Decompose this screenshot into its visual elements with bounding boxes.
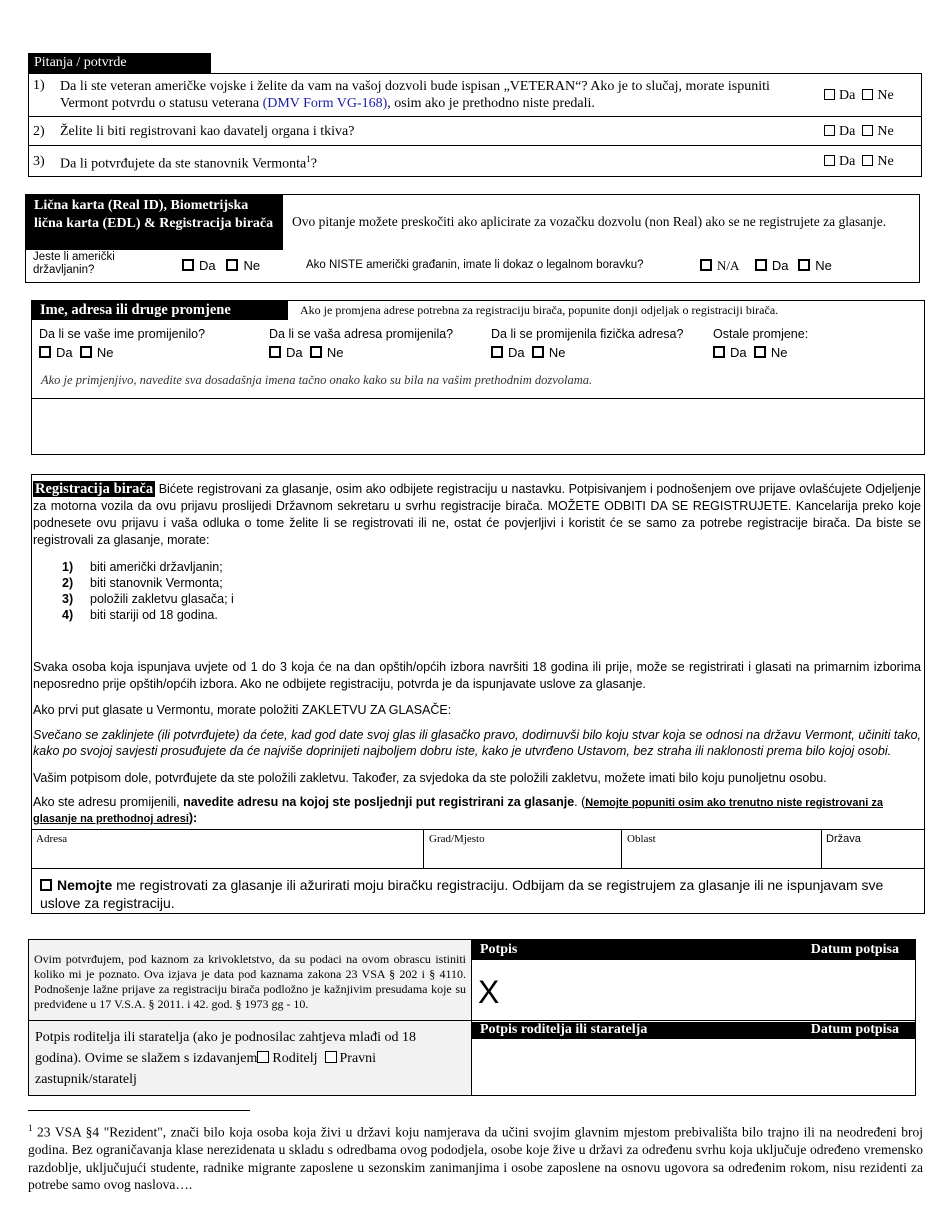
- state-field[interactable]: Država: [826, 833, 861, 845]
- footnote-divider: [28, 1110, 250, 1111]
- legal-no-checkbox[interactable]: [798, 259, 810, 271]
- prior-names-instruction: Ako je primjenjivo, navedite sva dosadašnja imena tačno onako kako su bila na vašim prethodnim dozvolama.: [41, 373, 593, 387]
- legal-residence-options: N/A Da Ne: [700, 258, 832, 274]
- footnote: $^1$ 23 VSA §4 "Rezident", znači bilo koja osoba koja živi u državi koju namjerava da učini svojim glavnim mjestom prebivališta bilo trajno ili na neodređeni broj godina. Bez ograničavanja klase nerezidenata u skladu s odredbama ovog pododjela, osobe koje žive u državi za određenu svrhu koja uključuje određeno vremensko razdoblje, uključujući studente, radnike migrante zaposlene u sezonskim zanimanjima i osobe zaposlene na osnovu ugovora sa određenim rokom, nisu rezidenti za potrebe samo ovog naslova….: [28, 1123, 923, 1192]
- no-checkbox[interactable]: [862, 89, 873, 100]
- question-number: 3): [33, 154, 45, 169]
- parent-signature-label: Potpis roditelja ili staratelja: [480, 1022, 648, 1037]
- parent-checkbox[interactable]: [257, 1051, 269, 1063]
- question-text: Želite li biti registrovani kao davatelj organa i tkiva?: [60, 124, 355, 139]
- other-yes-checkbox[interactable]: [713, 346, 725, 358]
- signature-section: [28, 939, 916, 1096]
- footnote-ref: 1: [306, 154, 311, 164]
- address-no-checkbox[interactable]: [310, 346, 322, 358]
- name-yes-checkbox[interactable]: [39, 346, 51, 358]
- yes-no-options: Da Ne: [824, 154, 894, 170]
- citizen-question: Jeste li američki državljanin?: [33, 251, 115, 276]
- address-yes-checkbox[interactable]: [269, 346, 281, 358]
- voter-registration-section: [31, 474, 925, 914]
- previous-address-fields: [32, 829, 924, 869]
- signature-header: [472, 940, 915, 960]
- address-changed-question: Da li se vaša adresa promijenila? Da Ne: [269, 327, 454, 360]
- no-checkbox[interactable]: [862, 125, 873, 136]
- prior-names-input[interactable]: [32, 398, 924, 454]
- address-field[interactable]: Adresa: [32, 830, 424, 868]
- yes-no-options: Da Ne: [824, 88, 894, 104]
- question-text: Da li ste veteran američke vojske i želite da vam na vašoj dozvoli bude ispisan „VETERAN“? Ako je to slučaj, morate ispuniti Vermont potvrdu o statusu veterana (DMV Form VG-168), osim ako je prethodno niste predali.: [60, 79, 770, 111]
- decline-checkbox[interactable]: [40, 879, 52, 891]
- physical-no-checkbox[interactable]: [532, 346, 544, 358]
- question-number: 1): [33, 78, 45, 93]
- voter-intro: Registracija birača Bićete registrovani za glasanje, osim ako odbijete registraciju u nastavku. Potpisivanjem i podnošenjem ove prijave ovlašćujete Odjeljenje za motorna vozila da ovu prijavu proslijedi Državnom sekretaru u svrhu registracije birača. MOŽETE ODBITI DA SE REGISTRUJETE. Kancelarija preko koje podnesete ovu prijavu i vaša odluka o tome želite li se registrovati ili ne, ostat će povjerljivi i koristit će se samo za potrebe registracije birača. Da biste se registrovali za glasanje, morate:: [33, 481, 921, 547]
- previous-address-instruction: Ako ste adresu promijenili, navedite adresu na kojoj ste posljednji put registrirani za glasanje. (Nemojte popuniti osim ako trenutno niste registrovani za glasanje na prethodnoj adresi):: [33, 795, 883, 825]
- perjury-statement: Ovim potvrđujem, pod kaznom za krivokletstvo, da su podaci na ovom obrascu istiniti koliko mi je poznato. Ova izjava je data pod kaznama zakona 23 VSA § 202 i § 4110. Podnošenje lažne prijave za registraciju birača podložno je kažnjivim presudama koje su predviđene u 17 V.S.A. § 2011. i 42. god. § 1973 gg - 10.: [28, 939, 472, 1021]
- dmv-form-link[interactable]: (DMV Form VG-168): [262, 96, 388, 111]
- parent-consent-statement: Potpis roditelja ili staratelja (ako je podnosilac zahtjeva mlađi od 18 godina). Ovime se slažem s izdavanjem Roditelj Pravni zastupnik/staratelj: [28, 1021, 472, 1096]
- oath-confirmation: Vašim potpisom dole, potvrđujete da ste položili zakletvu. Također, za svjedoka da ste položili zakletvu, možete imati bilo koju punoljetnu osobu.: [33, 771, 827, 785]
- citizen-no-checkbox[interactable]: [226, 259, 238, 271]
- yes-checkbox[interactable]: [824, 155, 835, 166]
- list-item: 3) položili zakletvu glasača; i: [62, 592, 234, 606]
- guardian-checkbox[interactable]: [325, 1051, 337, 1063]
- applicant-signature-box[interactable]: [472, 939, 916, 1021]
- physical-address-question: Da li se promijenila fizička adresa? Da Ne: [491, 327, 684, 360]
- voter-header: Registracija birača: [35, 481, 154, 497]
- list-item: 2) biti stanovnik Vermonta;: [62, 576, 223, 590]
- voter-oath: Svečano se zaklinjete (ili potvrđujete) da ćete, kad god date svoj glas ili glasačko pravo, dodirnuvši bilo koju stvar koja se odnosi na državu Vermont, učiniti tako, kako po svojoj savjesti prosuđujete da će najviše doprinijeti najboljem dobru iste, kako je utvrđeno Ustavom, bez straha ili naklonosti prema bilo kojoj osobi.: [33, 728, 921, 758]
- changes-header: Ime, adresa ili druge promjene: [32, 301, 288, 320]
- real-id-section: [25, 194, 920, 283]
- yes-checkbox[interactable]: [824, 89, 835, 100]
- no-checkbox[interactable]: [862, 155, 873, 166]
- footnote-number: 1: [28, 1123, 33, 1133]
- decline-registration: Nemojte me registrovati za glasanje ili ažurirati moju biračku registraciju. Odbijam da se registrujem za glasanje ili ne ispunjavam sve uslove za registraciju.: [40, 877, 884, 911]
- county-field[interactable]: Oblast: [622, 830, 822, 868]
- legal-na-checkbox[interactable]: [700, 259, 712, 271]
- city-field[interactable]: Grad/Mjesto: [424, 830, 622, 868]
- yes-no-options: Da Ne: [824, 124, 894, 140]
- citizen-yes-checkbox[interactable]: [182, 259, 194, 271]
- list-item: 1) biti američki državljanin;: [62, 560, 223, 574]
- name-no-checkbox[interactable]: [80, 346, 92, 358]
- list-item: 4) biti stariji od 18 godina.: [62, 608, 218, 622]
- name-changed-question: Da li se vaše ime promijenilo? Da Ne: [39, 327, 206, 360]
- parent-signature-box[interactable]: [472, 1021, 916, 1096]
- question-row-2: [29, 117, 921, 146]
- parent-date-label: Datum potpisa: [810, 1022, 899, 1037]
- signature-x-mark: X: [478, 974, 500, 1010]
- legal-residence-question: Ako NISTE američki građanin, imate li dokaz o legalnom boravku?: [306, 259, 644, 271]
- eligibility-paragraph: Svaka osoba koja ispunjava uvjete od 1 do 3 koja će na dan opštih/općih izbora navršiti 18 godina ili prije, može se registrirati i glasati na primarnim izborima neposredno prije opštih/općih izbora. Ako ne odbijete registraciju, potvrda je da ispunjavate uslove za glasanje.: [33, 660, 921, 691]
- real-id-header: Lična karta (Real ID), Biometrijska lična karta (EDL) & Registracija birača: [26, 195, 283, 250]
- questions-table: [28, 73, 922, 177]
- signature-label: Potpis: [480, 942, 518, 957]
- real-id-note: Ovo pitanje možete preskočiti ako aplicirate za vozačku dozvolu (non Real) ako se ne registrujete za glasanje.: [292, 214, 887, 229]
- citizen-options: Da Ne: [182, 258, 260, 273]
- physical-yes-checkbox[interactable]: [491, 346, 503, 358]
- question-number: 2): [33, 124, 45, 139]
- question-row-1: [29, 74, 921, 117]
- parent-signature-header: [472, 1022, 915, 1039]
- questions-header: Pitanja / potvrde: [28, 53, 211, 73]
- question-text: Da li potvrđujete da ste stanovnik Vermonta$^1$?: [60, 154, 317, 172]
- changes-section: [31, 300, 925, 455]
- legal-yes-checkbox[interactable]: [755, 259, 767, 271]
- yes-checkbox[interactable]: [824, 125, 835, 136]
- question-row-3: [29, 146, 921, 176]
- changes-note: Ako je promjena adrese potrebna za registraciju birača, popunite donji odjeljak o registraciji birača.: [300, 303, 779, 317]
- requirements-list: [62, 559, 234, 623]
- signature-date-label: Datum potpisa: [810, 942, 899, 957]
- oath-instruction: Ako prvi put glasate u Vermontu, morate položiti ZAKLETVU ZA GLASAČE:: [33, 703, 452, 717]
- other-no-checkbox[interactable]: [754, 346, 766, 358]
- other-changes-question: Ostale promjene: Da Ne: [713, 327, 809, 360]
